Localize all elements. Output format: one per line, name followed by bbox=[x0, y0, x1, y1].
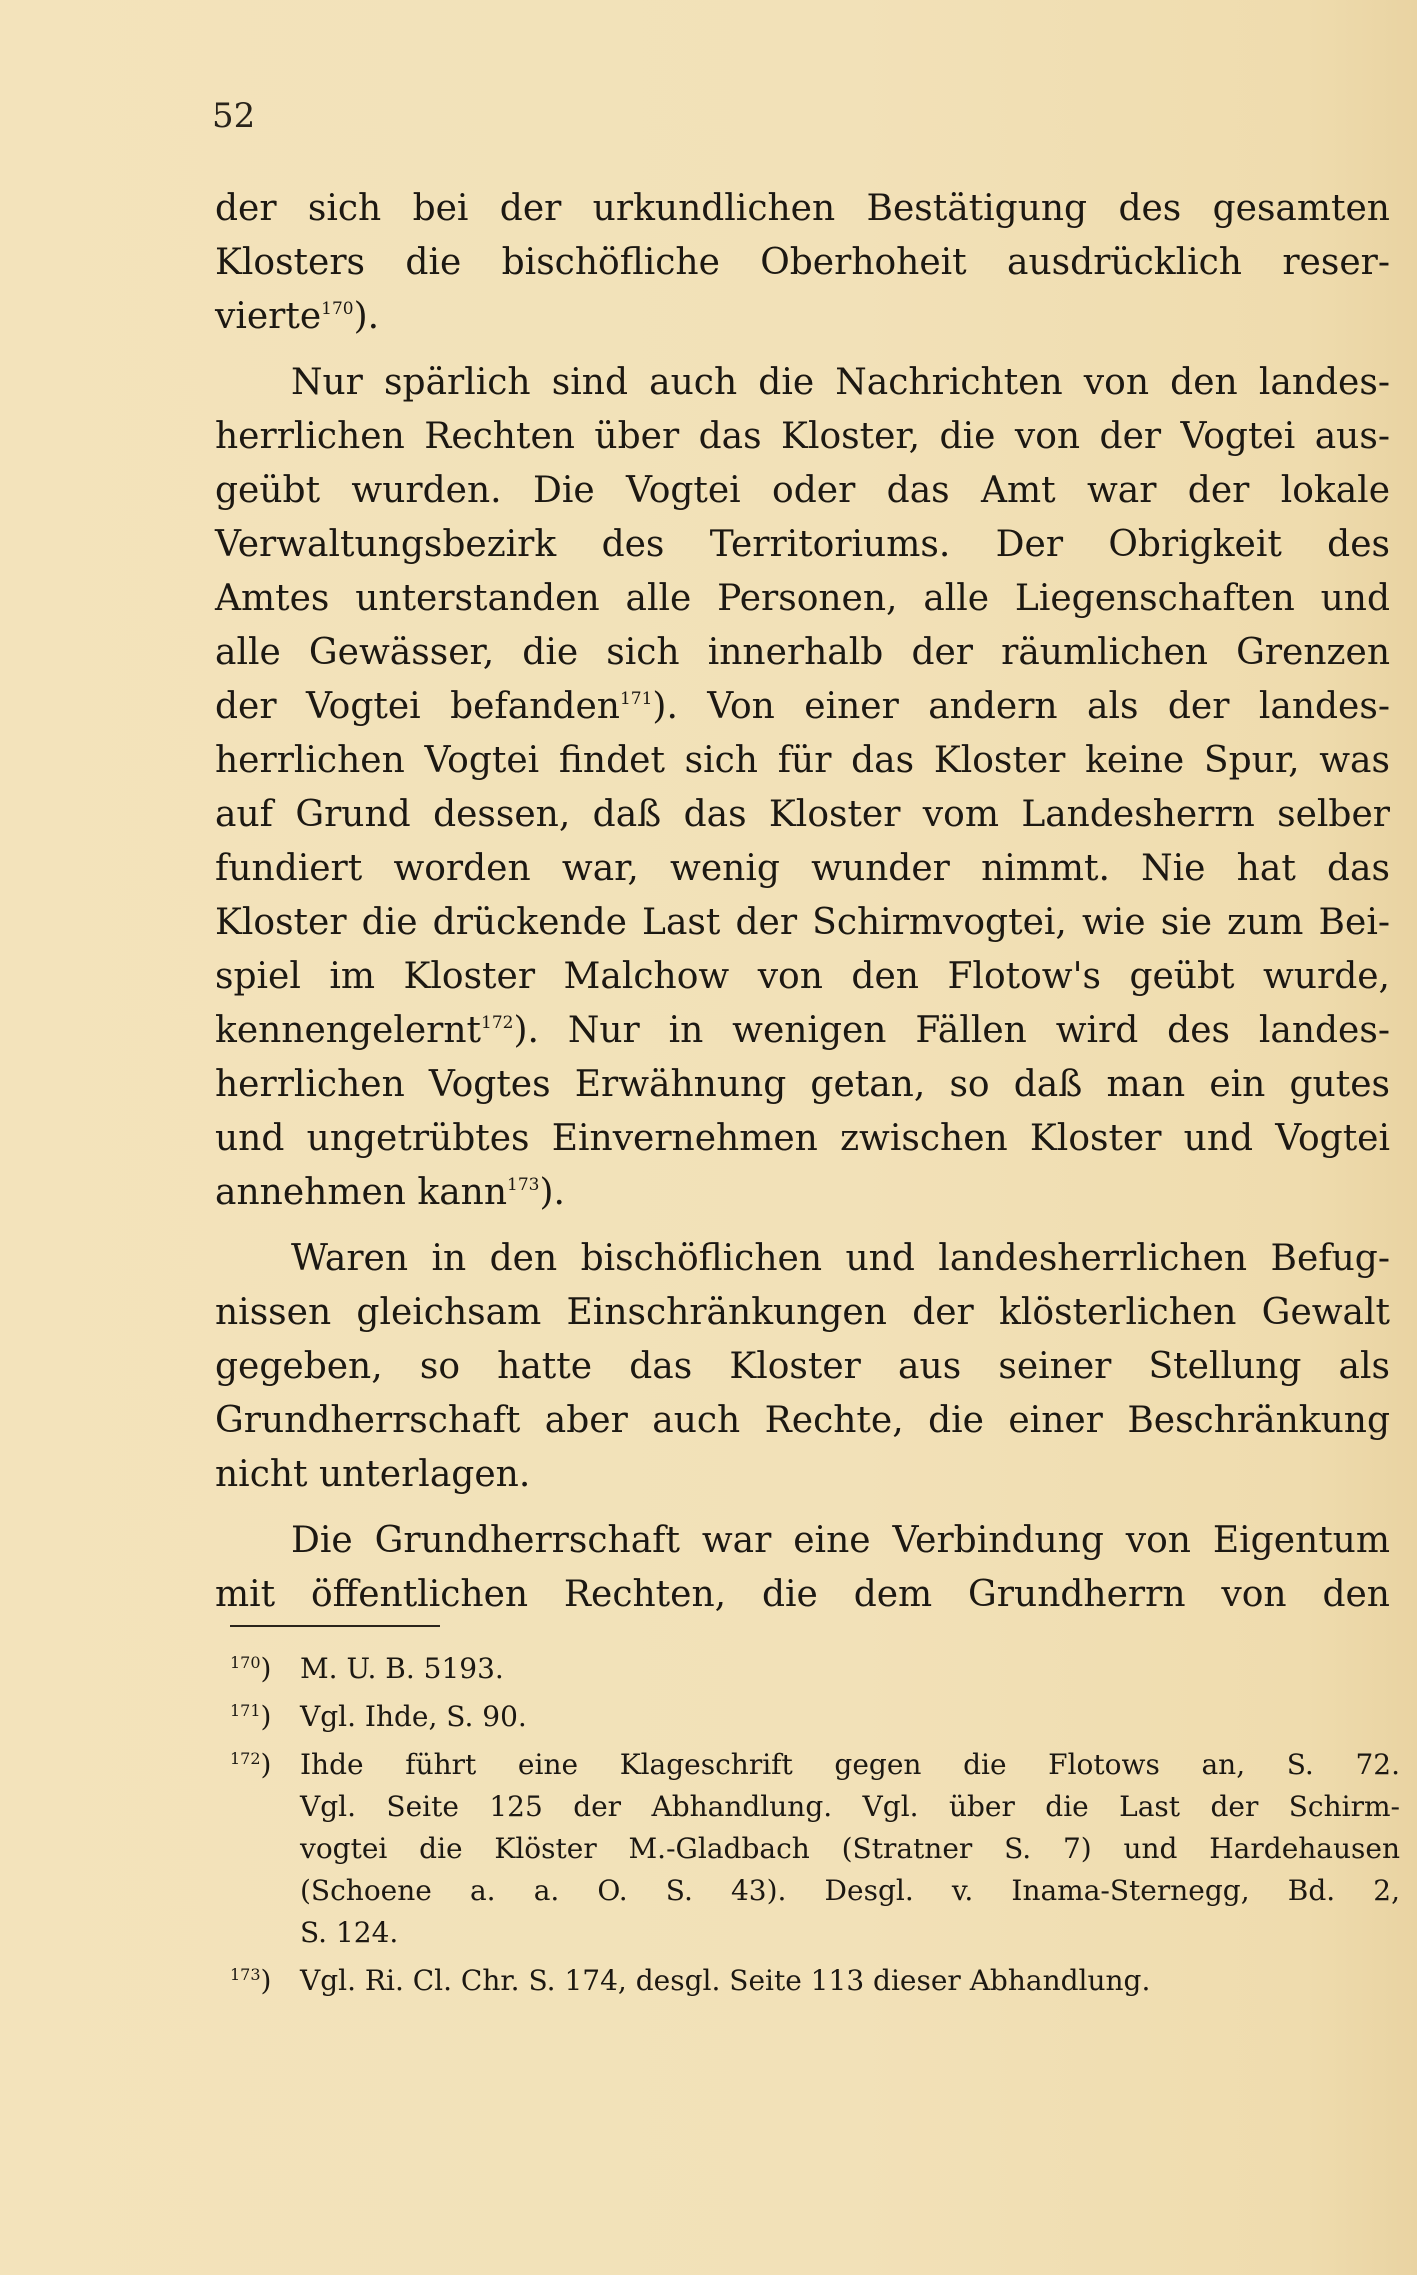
text-line: Die Grundherrschaft war eine Verbindung von Eigentum bbox=[291, 1520, 1390, 1561]
footnote-number: $^{173}$) bbox=[230, 1964, 272, 1997]
text-line: der sich bei der urkundlichen Bestätigung des gesamten bbox=[215, 188, 1390, 229]
text-line: herrlichen Vogtei findet sich für das Kloster keine Spur, was bbox=[215, 740, 1390, 781]
text-line: auf Grund dessen, daß das Kloster vom Landesherrn selber bbox=[215, 794, 1390, 835]
page-number: 52 bbox=[212, 96, 256, 136]
footnote bbox=[230, 1696, 1400, 1738]
text-line: annehmen kann$^{173}$). bbox=[215, 1172, 565, 1213]
text-line: Klosters die bischöfliche Oberhoheit ausdrücklich reser- bbox=[215, 242, 1390, 283]
text-line: herrlichen Rechten über das Kloster, die von der Vogtei aus- bbox=[215, 416, 1390, 457]
paragraph bbox=[215, 1232, 1390, 1502]
paragraph bbox=[215, 182, 1390, 344]
footnote-text: Vgl. Seite 125 der Abhandlung. Vgl. über die Last der Schirm- bbox=[300, 1790, 1400, 1823]
footnote-text: (Schoene a. a. O. S. 43). Desgl. v. Inama-Sternegg, Bd. 2, bbox=[300, 1874, 1400, 1907]
paragraph bbox=[215, 356, 1390, 1220]
text-line: spiel im Kloster Malchow von den Flotow's geübt wurde, bbox=[215, 956, 1390, 997]
text-line: Kloster die drückende Last der Schirmvogtei, wie sie zum Bei- bbox=[215, 902, 1390, 943]
footnote-divider bbox=[230, 1625, 440, 1627]
text-line: geübt wurden. Die Vogtei oder das Amt war der lokale bbox=[215, 470, 1390, 511]
text-line: alle Gewässer, die sich innerhalb der räumlichen Grenzen bbox=[215, 632, 1390, 673]
footnote-number: $^{170}$) bbox=[230, 1652, 272, 1685]
footnote-text: Ihde führt eine Klageschrift gegen die Flotows an, S. 72. bbox=[300, 1748, 1400, 1781]
footnote-reference: 173 bbox=[507, 1175, 540, 1195]
text-line: Waren in den bischöflichen und landesherrlichen Befug- bbox=[291, 1238, 1390, 1279]
text-line: und ungetrübtes Einvernehmen zwischen Kloster und Vogtei bbox=[215, 1118, 1390, 1159]
text-line: gegeben, so hatte das Kloster aus seiner Stellung als bbox=[215, 1346, 1390, 1387]
footnotes bbox=[230, 1648, 1400, 2002]
text-line: fundiert worden war, wenig wunder nimmt. Nie hat das bbox=[215, 848, 1390, 889]
footnote bbox=[230, 1960, 1400, 2002]
text-line: herrlichen Vogtes Erwähnung getan, so daß man ein gutes bbox=[215, 1064, 1390, 1105]
text-line: Grundherrschaft aber auch Rechte, die einer Beschränkung bbox=[215, 1400, 1390, 1441]
footnote-text: Vgl. Ihde, S. 90. bbox=[300, 1700, 527, 1733]
text-line: Nur spärlich sind auch die Nachrichten von den landes- bbox=[291, 362, 1390, 403]
footnote-text: S. 124. bbox=[300, 1916, 399, 1949]
text-line: kennengelernt$^{172}$). Nur in wenigen Fällen wird des landes- bbox=[215, 1010, 1390, 1051]
footnote bbox=[230, 1744, 1400, 1954]
footnote-reference: 172 bbox=[481, 1013, 514, 1033]
body-text bbox=[215, 182, 1390, 1622]
footnote bbox=[230, 1648, 1400, 1690]
footnote-number: $^{171}$) bbox=[230, 1700, 272, 1733]
text-line: Amtes unterstanden alle Personen, alle Liegenschaften und bbox=[215, 578, 1390, 619]
footnote-text: vogtei die Klöster M.-Gladbach (Stratner S. 7) und Hardehausen bbox=[300, 1832, 1400, 1865]
text-line: der Vogtei befanden$^{171}$). Von einer andern als der landes- bbox=[215, 686, 1391, 727]
footnote-text: Vgl. Ri. Cl. Chr. S. 174, desgl. Seite 113 dieser Abhandlung. bbox=[300, 1964, 1151, 1997]
paragraph bbox=[215, 1514, 1390, 1622]
text-line: mit öffentlichen Rechten, die dem Grundherrn von den bbox=[215, 1574, 1390, 1615]
footnote-text: M. U. B. 5193. bbox=[300, 1652, 504, 1685]
footnote-number: $^{172}$) bbox=[230, 1748, 272, 1781]
text-line: nicht unterlagen. bbox=[215, 1454, 531, 1495]
footnote-reference: 170 bbox=[321, 299, 354, 319]
text-line: vierte$^{170}$). bbox=[215, 296, 380, 337]
text-line: Verwaltungsbezirk des Territoriums. Der Obrigkeit des bbox=[215, 524, 1390, 565]
text-line: nissen gleichsam Einschränkungen der klösterlichen Gewalt bbox=[215, 1292, 1390, 1333]
footnote-reference: 171 bbox=[619, 689, 653, 709]
